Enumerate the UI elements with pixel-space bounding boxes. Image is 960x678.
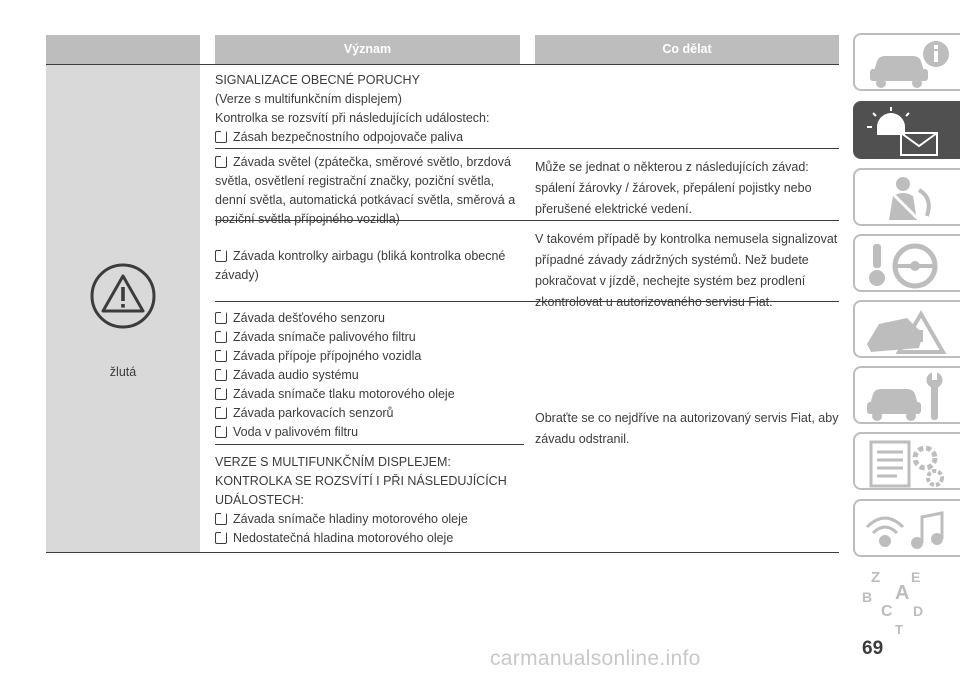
checkbox-bullet-icon: [215, 513, 227, 525]
meaning-text: Kontrolka se rozsvítí při následujících událostech:: [215, 111, 490, 125]
bullet-item: [215, 366, 520, 385]
bullet-item: [215, 247, 520, 266]
checkbox-bullet-icon: [215, 350, 227, 362]
bullet-item: [215, 423, 520, 442]
page-number: 69: [862, 638, 884, 659]
meaning-text: Nedostatečná hladina motorového oleje: [233, 531, 454, 545]
checkbox-bullet-icon: [215, 532, 227, 544]
row-divider: [215, 301, 839, 302]
text-line: [215, 472, 520, 491]
row-divider: [215, 444, 524, 445]
bullet-item: [215, 347, 520, 366]
meaning-text: Zásah bezpečnostního odpojovače paliva: [233, 130, 464, 144]
chapter-tab[interactable]: [853, 300, 960, 358]
action-cell: [535, 157, 839, 220]
index-letter: T: [895, 622, 903, 637]
bullet-item: [215, 510, 520, 529]
action-text: Může se jednat o některou z následujících závad:: [535, 160, 809, 174]
action-text: V takovém případě by kontrolka nemusela signalizovat: [535, 232, 838, 246]
action-text: pokračovat v jízdě, nechejte systém bez prodlení: [535, 274, 806, 288]
table-header: [46, 35, 839, 64]
meaning-text: závady): [215, 268, 259, 282]
index-letter: C: [881, 603, 893, 620]
text-line: [215, 71, 520, 90]
meaning-text: Závada snímače palivového filtru: [233, 330, 416, 344]
meaning-text: světla, osvětlení registrační značky, poziční světla,: [215, 174, 495, 188]
text-line: [215, 109, 520, 128]
meaning-text: Závada přípoje přípojného vozidla: [233, 349, 422, 363]
checkbox-bullet-icon: [215, 331, 227, 343]
header-meaning: Význam: [215, 35, 520, 64]
meaning-text: KONTROLKA SE ROZSVÍTÍ I PŘI NÁSLEDUJÍCÍCH: [215, 474, 507, 488]
text-line: [215, 491, 520, 510]
warning-triangle-icon: [90, 263, 156, 329]
meaning-text: Závada kontrolky airbagu (bliká kontrolka obecné: [233, 249, 506, 263]
chapter-tab[interactable]: [853, 565, 960, 635]
action-text: spálení žárovky / žárovek, přepálení pojistky nebo: [535, 181, 812, 195]
meaning-text: Závada dešťového senzoru: [233, 311, 386, 325]
meaning-text: Závada snímače hladiny motorového oleje: [233, 512, 468, 526]
chapter-tab[interactable]: [853, 366, 960, 424]
meaning-cell: [215, 453, 520, 548]
bullet-item: [215, 128, 520, 147]
text-line: [215, 172, 520, 191]
action-text: zkontrolovat u autorizovaného servisu Fiat.: [535, 295, 773, 309]
meaning-text: Závada světel (zpátečka, směrové světlo, brzdová: [233, 155, 511, 169]
index-letter: E: [911, 569, 921, 585]
meaning-cell: [215, 247, 520, 285]
table-divider-bottom: [46, 552, 839, 553]
chapter-tab[interactable]: [853, 101, 960, 159]
meaning-cell: [215, 153, 520, 229]
meaning-text: Závada audio systému: [233, 368, 359, 382]
chapter-tab[interactable]: [853, 499, 960, 557]
meaning-text: Voda v palivovém filtru: [233, 425, 359, 439]
action-text: přerušené elektrické vedení.: [535, 202, 693, 216]
chapter-tab[interactable]: [853, 432, 960, 490]
meaning-text: UDÁLOSTECH:: [215, 493, 304, 507]
bullet-item: [215, 153, 520, 172]
checkbox-bullet-icon: [215, 156, 227, 168]
checkbox-bullet-icon: [215, 426, 227, 438]
chapter-tab[interactable]: [853, 33, 960, 91]
header-action: Co dělat: [535, 35, 839, 64]
checkbox-bullet-icon: [215, 388, 227, 400]
text-line: [215, 90, 520, 109]
text-line: [215, 453, 520, 472]
meaning-text: VERZE S MULTIFUNKČNÍM DISPLEJEM:: [215, 455, 451, 469]
symbol-cell: [46, 64, 200, 552]
bullet-item: [215, 385, 520, 404]
chapter-tab[interactable]: [853, 234, 960, 292]
meaning-text: poziční světla přípojného vozidla): [215, 212, 400, 226]
checkbox-bullet-icon: [215, 131, 227, 143]
action-text: Obraťte se co nejdříve na autorizovaný servis Fiat, aby: [535, 411, 839, 425]
bullet-item: [215, 529, 520, 548]
text-line: [215, 191, 520, 210]
symbol-color-label: žlutá: [109, 365, 137, 379]
meaning-text: Závada snímače tlaku motorového oleje: [233, 387, 455, 401]
meaning-cell: [215, 71, 520, 147]
checkbox-bullet-icon: [215, 250, 227, 262]
meaning-text: (Verze s multifunkčním displejem): [215, 92, 402, 106]
chapter-tab[interactable]: [853, 168, 960, 226]
bullet-item: [215, 404, 520, 423]
checkbox-bullet-icon: [215, 312, 227, 324]
table-divider-top: [46, 64, 839, 65]
meaning-text: denní světla, automatická potkávací světla, směrová a: [215, 193, 516, 207]
watermark: carmanualsonline.info: [490, 647, 701, 670]
meaning-cell: [215, 309, 520, 442]
index-letter: D: [913, 603, 924, 619]
bullet-item: [215, 328, 520, 347]
row-divider: [215, 148, 839, 149]
action-text: případné závady zádržných systémů. Než budete: [535, 253, 809, 267]
index-letter: A: [895, 582, 910, 604]
meaning-text: Závada parkovacích senzorů: [233, 406, 394, 420]
row-divider: [215, 220, 839, 221]
action-text: závadu odstranil.: [535, 432, 630, 446]
text-line: [215, 266, 520, 285]
bullet-item: [215, 309, 520, 328]
checkbox-bullet-icon: [215, 369, 227, 381]
index-letter: Z: [871, 569, 881, 586]
checkbox-bullet-icon: [215, 407, 227, 419]
action-cell: [535, 408, 839, 450]
header-symbol: [46, 35, 200, 64]
index-letter: B: [862, 589, 873, 605]
meaning-text: SIGNALIZACE OBECNÉ PORUCHY: [215, 73, 420, 87]
